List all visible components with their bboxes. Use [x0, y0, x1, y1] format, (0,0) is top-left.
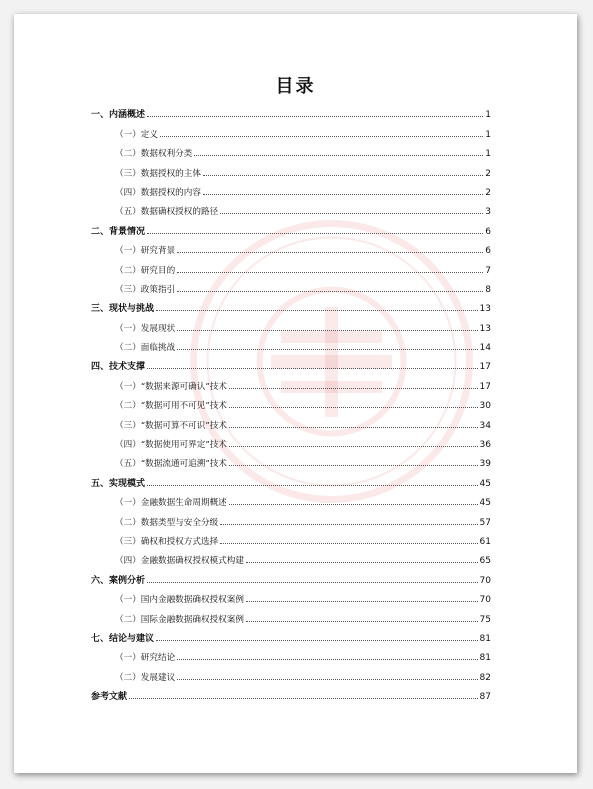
- dot-leader: [177, 272, 483, 273]
- toc-entry-label: 三、现状与挑战: [91, 304, 155, 315]
- dot-leader: [177, 252, 483, 253]
- toc-section-entry[interactable]: [91, 432, 491, 451]
- toc-section-entry[interactable]: [91, 257, 491, 276]
- toc-section-entry[interactable]: [91, 664, 491, 683]
- toc-chapter-entry[interactable]: [91, 354, 491, 373]
- toc-entry-label: 五、实现模式: [91, 478, 146, 489]
- toc-entry-label: （三）政策指引: [115, 284, 176, 295]
- toc-entry-label: 二、背景情况: [91, 226, 146, 237]
- toc-entry-label: （一）国内金融数据确权授权案例: [115, 595, 244, 606]
- dot-leader: [177, 349, 477, 350]
- dot-leader: [203, 175, 483, 176]
- toc-section-entry[interactable]: [91, 199, 491, 218]
- toc-entry-page-number: 3: [485, 207, 491, 218]
- toc-entry-page-number: 6: [485, 226, 491, 237]
- toc-section-entry[interactable]: [91, 548, 491, 567]
- toc-entry-page-number: 65: [479, 556, 491, 567]
- toc-entry-label: （一）金融数据生命周期概述: [115, 498, 227, 509]
- toc-entry-page-number: 70: [479, 575, 491, 586]
- toc-entry-label: （一）发展现状: [115, 323, 176, 334]
- toc-entry-page-number: 45: [479, 498, 491, 509]
- toc-entry-page-number: 81: [479, 653, 491, 664]
- toc-entry-page-number: 36: [479, 440, 491, 451]
- toc-entry-page-number: 17: [479, 362, 491, 373]
- toc-entry-page-number: 14: [479, 343, 491, 354]
- toc-title: 目录: [275, 76, 316, 97]
- toc-entry-page-number: 57: [479, 517, 491, 528]
- toc-entry-label: 四、技术支撑: [91, 362, 146, 373]
- toc-chapter-entry[interactable]: [91, 567, 491, 586]
- dot-leader: [229, 427, 478, 428]
- toc-section-entry[interactable]: [91, 606, 491, 625]
- toc-entry-label: 六、案例分析: [91, 575, 146, 586]
- toc-chapter-entry[interactable]: [91, 626, 491, 645]
- dot-leader: [177, 659, 477, 660]
- toc-entry-label: 七、结论与建议: [91, 633, 155, 644]
- toc-entry-page-number: 34: [479, 420, 491, 431]
- toc-entry-label: （四）金融数据确权授权模式构建: [115, 556, 244, 567]
- toc-entry-label: （一）定义: [115, 129, 158, 140]
- dot-leader: [220, 543, 477, 544]
- toc-entry-label: （一）“数据来源可确认”技术: [115, 381, 227, 392]
- toc-section-entry[interactable]: [91, 509, 491, 528]
- toc-entry-page-number: 2: [485, 168, 491, 179]
- dot-leader: [147, 116, 483, 117]
- toc-entry-page-number: 70: [479, 595, 491, 606]
- toc-entry-page-number: 39: [479, 459, 491, 470]
- toc-section-entry[interactable]: [91, 373, 491, 392]
- toc-chapter-entry[interactable]: [91, 684, 491, 703]
- toc-entry-label: 参考文献: [91, 692, 128, 703]
- dot-leader: [246, 601, 478, 602]
- toc-entry-page-number: 17: [479, 381, 491, 392]
- toc-entry-label: 一、内涵概述: [91, 110, 146, 121]
- toc-chapter-entry[interactable]: [91, 218, 491, 237]
- dot-leader: [147, 233, 483, 234]
- dot-leader: [220, 213, 483, 214]
- toc-entry-page-number: 1: [485, 149, 491, 160]
- toc-entry-label: （二）发展建议: [115, 672, 176, 683]
- toc-entry-page-number: 6: [485, 246, 491, 257]
- dot-leader: [203, 194, 483, 195]
- toc-entry-label: （二）国际金融数据确权授权案例: [115, 614, 244, 625]
- toc-section-entry[interactable]: [91, 141, 491, 160]
- toc-section-entry[interactable]: [91, 121, 491, 140]
- dot-leader: [229, 446, 478, 447]
- toc-section-entry[interactable]: [91, 451, 491, 470]
- toc-entry-page-number: 1: [485, 110, 491, 121]
- toc-section-entry[interactable]: [91, 393, 491, 412]
- toc-entry-page-number: 8: [485, 284, 491, 295]
- toc-entry-page-number: 30: [479, 401, 491, 412]
- dot-leader: [177, 679, 477, 680]
- toc-entry-page-number: 75: [479, 614, 491, 625]
- toc-section-entry[interactable]: [91, 160, 491, 179]
- toc-section-entry[interactable]: [91, 277, 491, 296]
- toc-section-entry[interactable]: [91, 238, 491, 257]
- toc-entry-label: （五）“数据流通可追溯”技术: [115, 459, 227, 470]
- toc-entry-label: （二）研究目的: [115, 265, 176, 276]
- dot-leader: [220, 524, 477, 525]
- toc-entry-label: （四）数据授权的内容: [115, 187, 201, 198]
- toc-entry-label: （二）“数据可用不可见”技术: [115, 401, 227, 412]
- dot-leader: [156, 640, 478, 641]
- toc-entry-page-number: 13: [479, 323, 491, 334]
- dot-leader: [156, 310, 478, 311]
- toc-section-entry[interactable]: [91, 645, 491, 664]
- toc-entry-label: （四）“数据使用可界定”技术: [115, 440, 227, 451]
- dot-leader: [229, 504, 478, 505]
- toc-entry-page-number: 61: [479, 536, 491, 547]
- table-of-contents: [91, 102, 491, 703]
- toc-entry-page-number: 2: [485, 187, 491, 198]
- dot-leader: [246, 621, 478, 622]
- dot-leader: [160, 136, 483, 137]
- toc-entry-page-number: 82: [479, 672, 491, 683]
- toc-entry-label: （二）数据权利分类: [115, 149, 193, 160]
- toc-entry-label: （三）“数据可算不可识”技术: [115, 420, 227, 431]
- toc-chapter-entry[interactable]: [91, 102, 491, 121]
- dot-leader: [129, 698, 478, 699]
- toc-entry-label: （二）数据类型与安全分级: [115, 517, 219, 528]
- toc-entry-page-number: 45: [479, 478, 491, 489]
- toc-section-entry[interactable]: [91, 529, 491, 548]
- dot-leader: [229, 388, 478, 389]
- toc-entry-page-number: 1: [485, 129, 491, 140]
- toc-entry-label: （五）数据确权授权的路径: [115, 207, 219, 218]
- dot-leader: [147, 582, 478, 583]
- dot-leader: [147, 485, 478, 486]
- toc-section-entry[interactable]: [91, 490, 491, 509]
- toc-section-entry[interactable]: [91, 412, 491, 431]
- toc-section-entry[interactable]: [91, 180, 491, 199]
- dot-leader: [177, 330, 477, 331]
- toc-entry-page-number: 7: [485, 265, 491, 276]
- toc-chapter-entry[interactable]: [91, 470, 491, 489]
- toc-section-entry[interactable]: [91, 315, 491, 334]
- dot-leader: [194, 155, 483, 156]
- toc-entry-page-number: 81: [479, 633, 491, 644]
- toc-entry-label: （二）面临挑战: [115, 343, 176, 354]
- dot-leader: [229, 465, 478, 466]
- toc-entry-label: （三）确权和授权方式选择: [115, 536, 219, 547]
- toc-section-entry[interactable]: [91, 335, 491, 354]
- toc-section-entry[interactable]: [91, 587, 491, 606]
- dot-leader: [246, 562, 478, 563]
- toc-entry-label: （三）数据授权的主体: [115, 168, 201, 179]
- dot-leader: [229, 407, 478, 408]
- toc-entry-label: （一）研究背景: [115, 246, 176, 257]
- dot-leader: [177, 291, 483, 292]
- toc-entry-page-number: 87: [479, 692, 491, 703]
- toc-chapter-entry[interactable]: [91, 296, 491, 315]
- document-page: [14, 14, 577, 773]
- toc-entry-label: （一）研究结论: [115, 653, 176, 664]
- dot-leader: [147, 368, 478, 369]
- toc-entry-page-number: 13: [479, 304, 491, 315]
